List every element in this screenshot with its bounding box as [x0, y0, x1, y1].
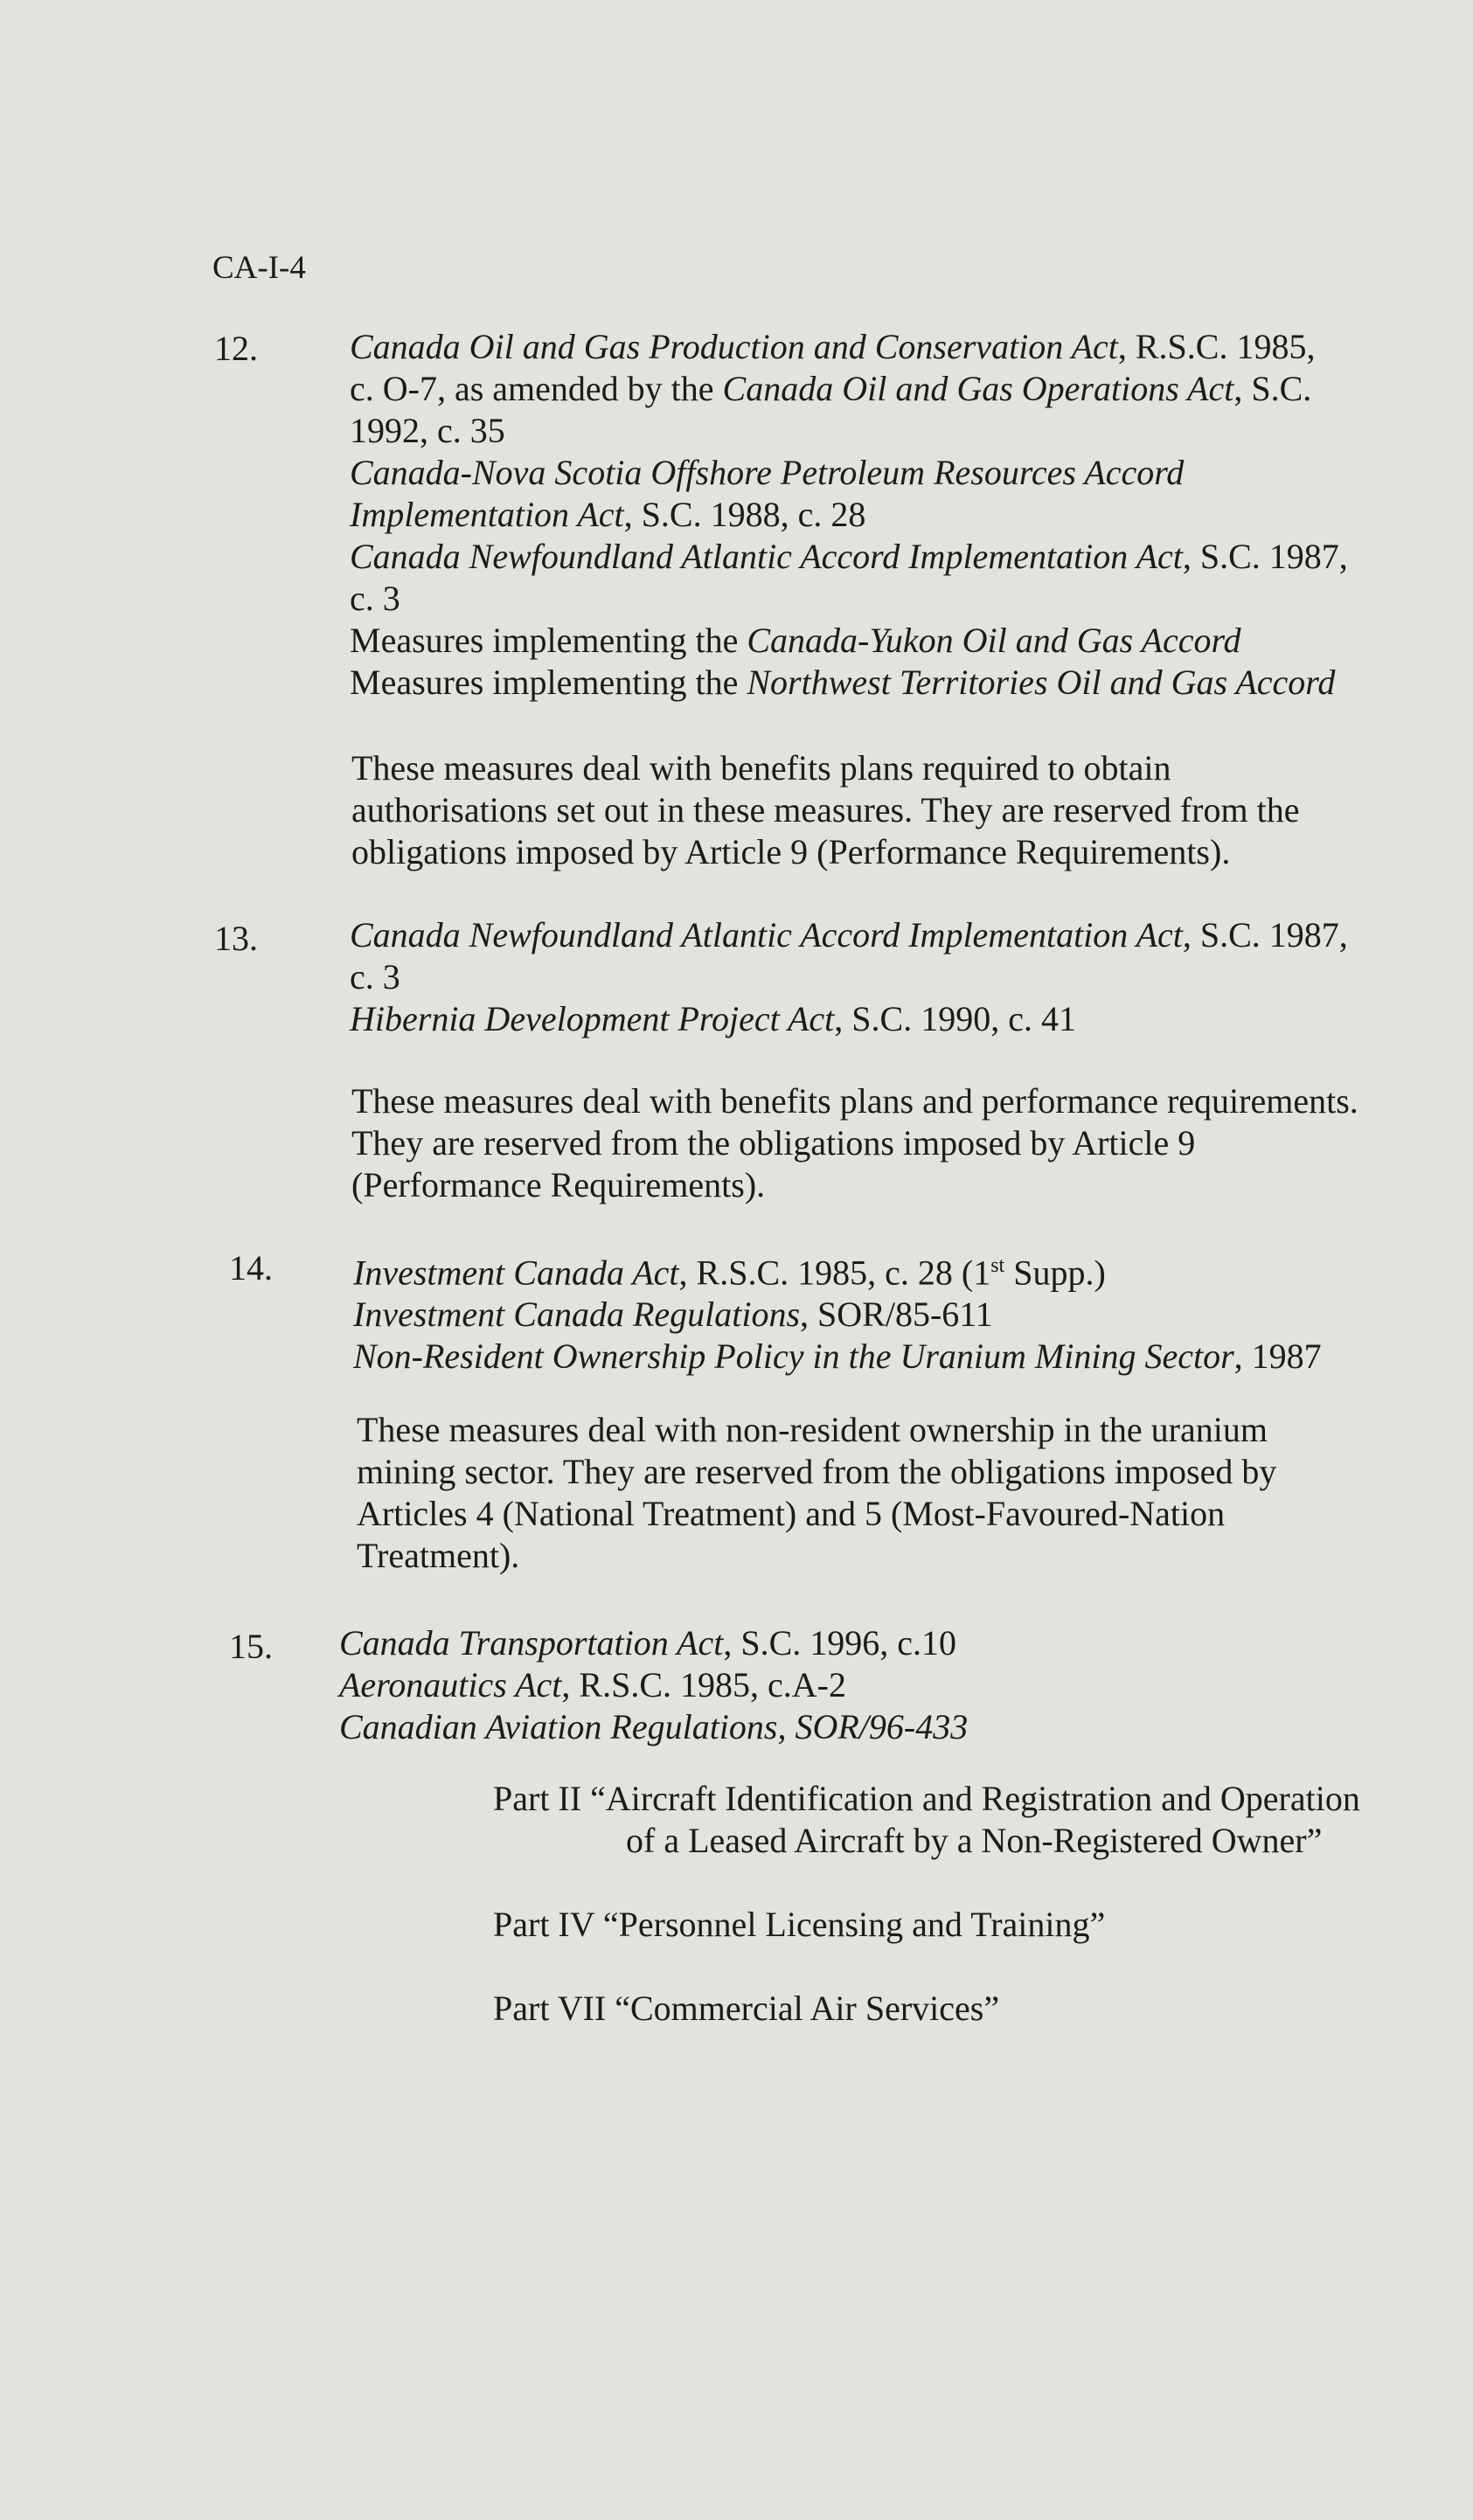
item-15-measures: Canada Transportation Act, S.C. 1996, c.10 Aeronautics Act, R.S.C. 1985, c.A-2 Canadian Aviation Regulations, SOR/96-433: [339, 1623, 969, 1746]
item-12-line-8: Measures implementing the Canada-Yukon Oil and Gas Accord: [350, 621, 1241, 660]
item-12-measures: [350, 326, 1348, 704]
part-vii: Part VII “Commercial Air Services”: [493, 1989, 1000, 2028]
part-iv: Part IV “Personnel Licensing and Training”: [493, 1905, 1106, 1944]
item-12-description: These measures deal with benefits plans required to obtain authorisations set out in these measures. They are reserved from the obligations imposed by Article 9 (Performance Requirements).: [351, 748, 1300, 871]
item-13-number: 13.: [214, 919, 258, 958]
page-header: CA-I-4: [212, 250, 306, 286]
item-14-measures: Investment Canada Act, R.S.C. 1985, c. 28 (1st Supp.) Investment Canada Regulations, SOR/85-611 Non-Resident Ownership Policy in the Uranium Mining Sector, 1987: [353, 1253, 1322, 1377]
item-13-measures: Canada Newfoundland Atlantic Accord Implementation Act, S.C. 1987, c. 3 Hibernia Development Project Act, S.C. 1990, c. 41: [350, 915, 1348, 1038]
item-12-line-4: Canada-Nova Scotia Offshore Petroleum Resources Accord: [350, 453, 1185, 492]
item-15-parts: [493, 1778, 1360, 2030]
item-14-number: 14.: [229, 1248, 273, 1288]
item-12-line-5: Implementation Act, S.C. 1988, c. 28: [350, 495, 866, 534]
item-12-line-7: c. 3: [350, 579, 400, 618]
item-12-line-3: 1992, c. 35: [350, 411, 505, 450]
item-12-number: 12.: [214, 329, 258, 368]
item-14-description: These measures deal with non-resident ownership in the uranium mining sector. They are reserved from the obligations imposed by Articles 4 (National Treatment) and 5 (Most-Favoured-Nation Treatment).: [357, 1410, 1277, 1575]
item-15-number: 15.: [229, 1627, 273, 1666]
part-ii-continued: of a Leased Aircraft by a Non-Registered Owner”: [626, 1821, 1323, 1860]
item-12-line-6: Canada Newfoundland Atlantic Accord Implementation Act, S.C. 1987,: [350, 537, 1348, 576]
item-12-line-9: Measures implementing the Northwest Territories Oil and Gas Accord: [350, 663, 1336, 702]
part-ii: Part II “Aircraft Identification and Registration and Operation: [493, 1779, 1360, 1818]
item-12-line-1: Canada Oil and Gas Production and Conservation Act, R.S.C. 1985,: [350, 327, 1316, 366]
item-12-line-2: c. O-7, as amended by the Canada Oil and Gas Operations Act, S.C.: [350, 369, 1312, 408]
item-13-description: These measures deal with benefits plans and performance requirements. They are reserved from the obligations imposed by Article 9 (Performance Requirements).: [351, 1081, 1358, 1204]
